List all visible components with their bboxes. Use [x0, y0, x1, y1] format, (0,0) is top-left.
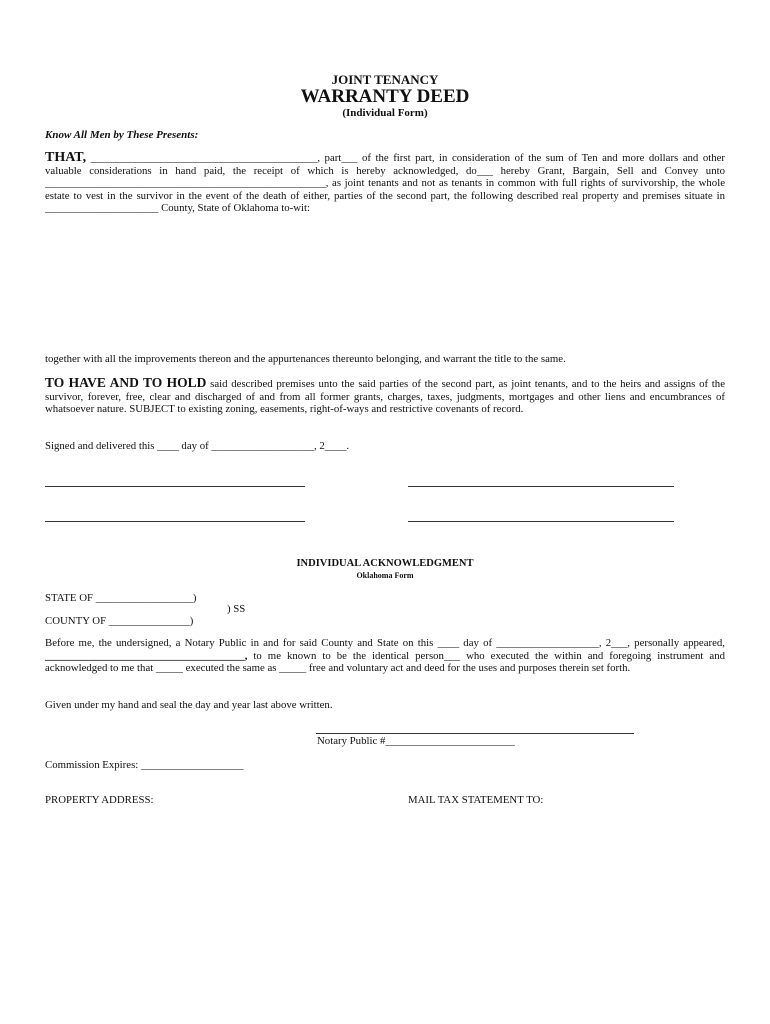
signed-delivered-line: Signed and delivered this ____ day of ___________________, 2____.	[45, 440, 350, 452]
ack-body-part1: Before me, the undersigned, a Notary Public in and for said County and State on this ____ day of ___________________, 2___, personally appeared,	[45, 637, 725, 649]
county-of-line: COUNTY OF _______________)	[45, 615, 194, 627]
ss-line: ) SS	[227, 603, 246, 615]
signature-line-1[interactable]	[45, 486, 305, 487]
mail-tax-statement-label: MAIL TAX STATEMENT TO:	[408, 794, 544, 806]
notary-public-line: Notary Public #________________________	[317, 735, 515, 747]
doc-subtitle: (Individual Form)	[342, 107, 428, 119]
commission-expires-line: Commission Expires: ___________________	[45, 759, 244, 771]
signature-line-3[interactable]	[45, 521, 305, 522]
grant-paragraph	[45, 152, 725, 215]
ack-person-blank: _____________________________________,	[45, 649, 248, 662]
signature-line-2[interactable]	[408, 486, 674, 487]
grantor-blank: __________________________________________,	[90, 152, 321, 164]
ack-body-part2: to me known to be the identical person___ who executed the within and foregoing instrument and acknowledged to me that _____ executed the same as _____ free and voluntary act and deed for the uses and purposes therein set forth.	[45, 649, 725, 674]
given-under-hand-line: Given under my hand and seal the day and year last above written.	[45, 699, 333, 711]
habendum-lead: TO HAVE AND TO HOLD	[45, 375, 207, 390]
acknowledgment-body	[45, 637, 725, 675]
grant-text: part___ of the first part, in consideration of the sum of Ten and more dollars and other valuable considerations in hand paid, the receipt of which is hereby acknowledged, do___ hereby Grant, Bargain, Sell and Convey unto ____________________________________________________, as joint tenants and not as tenants in common with full rights of survivorship, the whole estate to vest in the survivor in the event of the death of either, parties of the second part, the following described real property and premises situate in _____________________ County, State of Oklahoma to-wit:	[45, 152, 726, 214]
acknowledgment-title: INDIVIDUAL ACKNOWLEDGMENT	[296, 558, 474, 569]
habendum-text: said described premises unto the said parties of the second part, as joint tenants, and to the heirs and assigns of the survivor, forever, free, clear and discharged of and from all former grants, charges, taxes, judgments, mortgages and other liens and encumbrances of whatsoever nature. SUBJECT to existing zoning, easements, right-of-ways and restrictive covenants of record.	[45, 378, 725, 415]
habendum-paragraph	[45, 377, 725, 416]
improvements-paragraph: together with all the improvements thereon and the appurtenances thereunto belonging, and warrant the title to the same.	[45, 353, 566, 365]
doc-title: WARRANTY DEED	[300, 86, 470, 107]
signature-line-4[interactable]	[408, 521, 674, 522]
notary-signature-line[interactable]	[316, 733, 634, 734]
that-lead: THAT,	[45, 150, 87, 165]
intro-line: Know All Men by These Presents:	[45, 129, 199, 141]
doc-header-line1: JOINT TENANCY	[331, 72, 439, 87]
state-of-line: STATE OF __________________)	[45, 592, 197, 604]
acknowledgment-subtitle: Oklahoma Form	[356, 571, 414, 580]
property-address-label: PROPERTY ADDRESS:	[45, 794, 154, 806]
